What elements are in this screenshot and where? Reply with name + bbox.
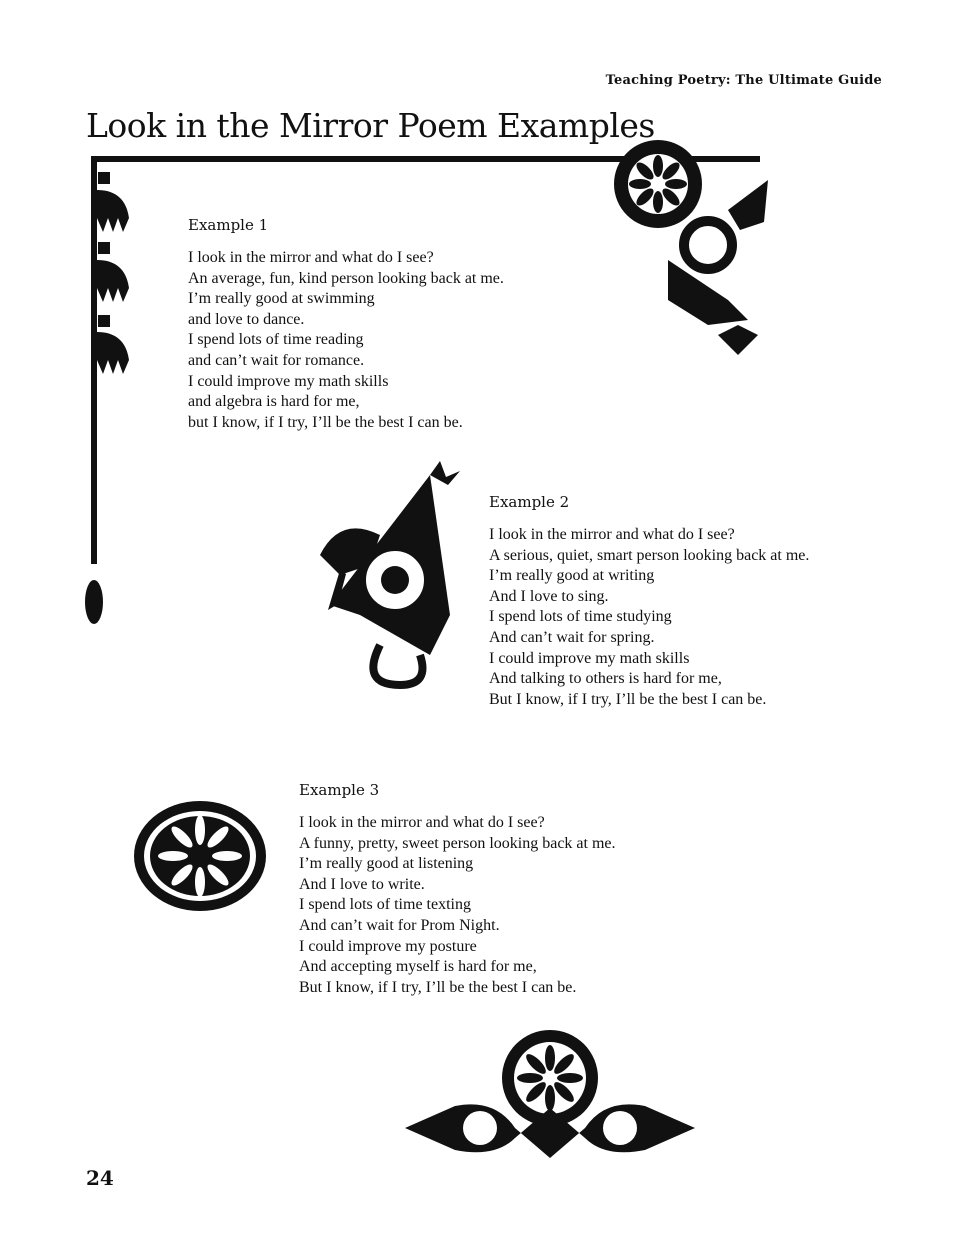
poem-line: And accepting myself is hard for me, [299,958,537,976]
page-number: 24 [86,1166,114,1190]
poem-example-1 [188,216,504,433]
poem-line: A funny, pretty, sweet person looking back at me. [299,834,616,852]
page-title: Look in the Mirror Poem Examples [86,106,655,145]
poem-heading: Example 2 [489,493,570,511]
running-header: Teaching Poetry: The Ultimate Guide [605,73,882,88]
poem-line: And I love to write. [299,875,425,893]
poem-line: and can’t wait for romance. [188,351,365,369]
poem-line: I could improve my math skills [489,649,690,667]
poem-line: I could improve my posture [299,937,477,955]
poem-line: and love to dance. [188,310,305,328]
poem-heading: Example 1 [188,216,269,234]
poem-line: I’m really good at writing [489,567,655,585]
poem-line: And I love to sing. [489,587,609,605]
poem-line: I look in the mirror and what do I see? [489,526,735,543]
poem-example-3 [299,781,616,998]
poem-line: But I know, if I try, I’ll be the best I can be. [489,690,767,708]
poem-line: I spend lots of time studying [489,608,672,626]
poem-body [299,813,616,998]
poem-line: I’m really good at listening [299,855,474,873]
poem-line: A serious, quiet, smart person looking back at me. [489,546,810,564]
poem-line: I look in the mirror and what do I see? [299,814,545,831]
poem-line: I spend lots of time reading [188,331,364,349]
poem-line: But I know, if I try, I’ll be the best I can be. [299,978,577,996]
poem-line: I could improve my math skills [188,372,389,390]
poem-line: and algebra is hard for me, [188,393,360,411]
poem-example-2 [489,493,809,710]
left-border-ornament-icon [70,150,130,630]
bird-ornament-icon [300,455,480,695]
poem-line: And talking to others is hard for me, [489,670,722,688]
poem-heading: Example 3 [299,781,380,799]
flower-medallion-ornament-icon [133,800,267,912]
poem-body [188,248,504,433]
poem-line: I’m really good at swimming [188,290,375,308]
poem-line: And can’t wait for spring. [489,628,655,646]
poem-line: I look in the mirror and what do I see? [188,249,434,266]
poem-body [489,525,809,710]
poem-line: And can’t wait for Prom Night. [299,916,500,934]
bottom-flower-ornament-icon [395,1028,705,1168]
poem-line: but I know, if I try, I’ll be the best I can be. [188,413,463,431]
poem-line: I spend lots of time texting [299,896,471,914]
poem-line: An average, fun, kind person looking back at me. [188,269,504,287]
